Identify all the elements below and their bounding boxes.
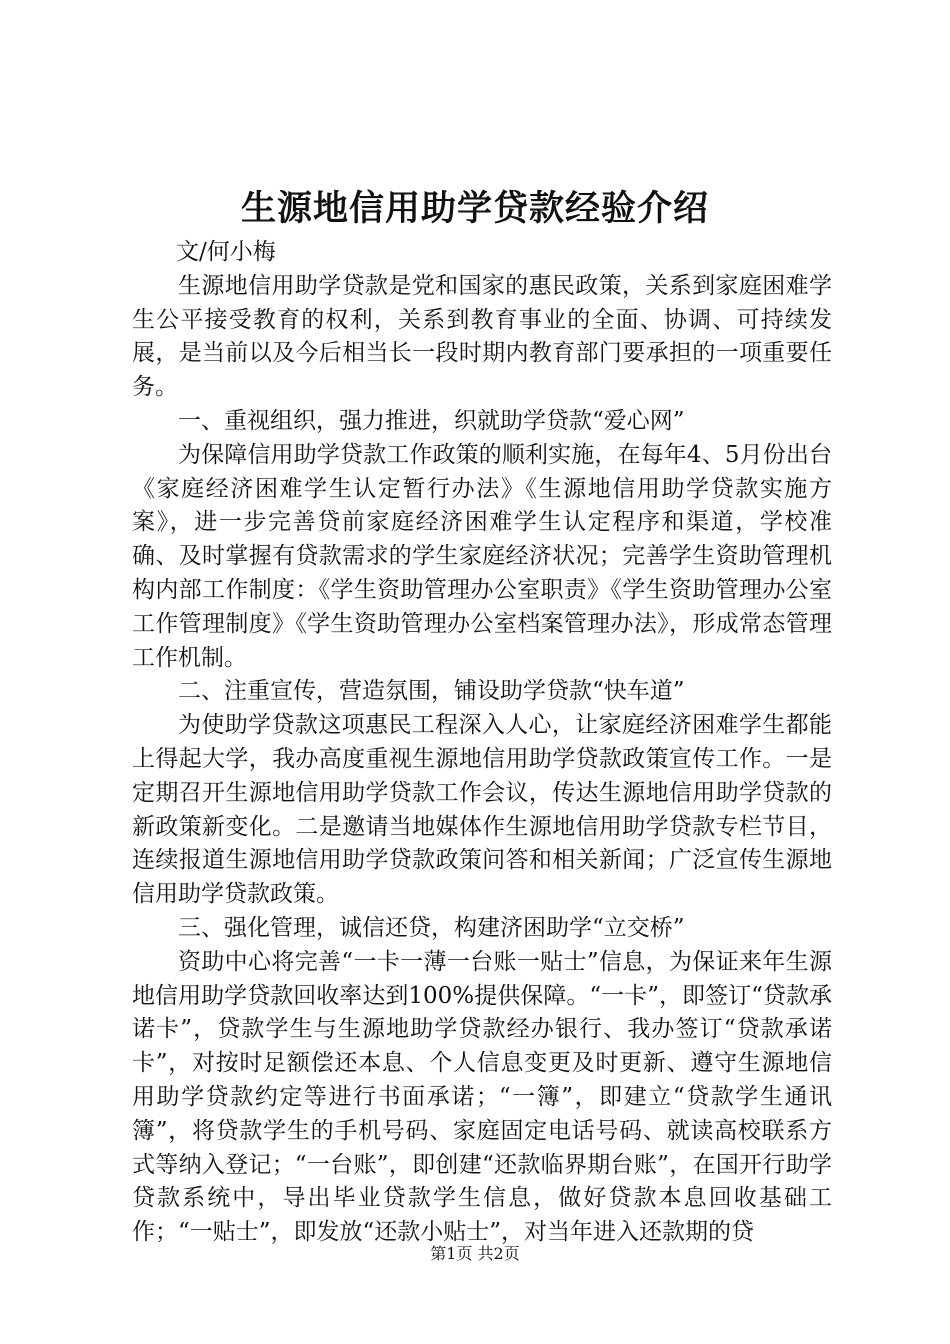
paragraph-intro: 生源地信用助学贷款是党和国家的惠民政策，关系到家庭困难学生公平接受教育的权利，关系到教育事业的全面、协调、可持续发展，是当前以及今后相当长一段时期内教育部门要承担的一项重要任务。: [132, 272, 832, 401]
paragraph-section-2: 为使助学贷款这项惠民工程深入人心，让家庭经济困难学生都能上得起大学，我办高度重视生源地信用助学贷款政策宣传工作。一是定期召开生源地信用助学贷款工作会议，传达生源地信用助学贷款的新政策新变化。二是邀请当地媒体作生源地信用助学贷款专栏节目，连续报道生源地信用助学贷款政策问答和相关新闻；广泛宣传生源地信用助学贷款政策。: [132, 712, 832, 908]
section-heading-2: 二、注重宣传，营造氛围，铺设助学贷款“快车道”: [178, 678, 685, 705]
paragraph-section-1: 为保障信用助学贷款工作政策的顺利实施，在每年4、5月份出台《家庭经济困难学生认定暂行办法》《生源地信用助学贷款实施方案》，进一步完善贷前家庭经济困难学生认定程序和渠道，学校准确、及时掌握有贷款需求的学生家庭经济状况；完善学生资助管理机构内部工作制度：《学生资助管理办公室职责》《学生资助管理办公室工作管理制度》《学生资助管理办公室档案管理办法》，形成常态管理工作机制。: [132, 441, 832, 671]
document-title: 生源地信用助学贷款经验介绍: [240, 188, 709, 229]
section-heading-3: 三、强化管理，诚信还贷，构建济困助学“立交桥”: [178, 914, 685, 941]
page-footer: 第1页 共2页: [430, 1244, 520, 1263]
paragraph-section-3: 资助中心将完善“一卡一薄一台账一贴士”信息，为保证来年生源地信用助学贷款回收率达到100%提供保障。“一卡”，即签订“贷款承诺卡”，贷款学生与生源地助学贷款经办银行、我办签订“贷款承诺卡”，对按时足额偿还本息、个人信息变更及时更新、遵守生源地信用助学贷款约定等进行书面承诺；“一簿”，即建立“贷款学生通讯簿”，将贷款学生的手机号码、家庭固定电话号码、就读高校联系方式等纳入登记；“一台账”，即创建“还款临界期台账”，在国开行助学贷款系统中，导出毕业贷款学生信息，做好贷款本息回收基础工作；“一贴士”，即发放“还款小贴士”，对当年进入还款期的贷: [132, 948, 832, 1246]
section-heading-1: 一、重视组织，强力推进，织就助学贷款“爱心网”: [178, 407, 685, 434]
document-body: [132, 236, 832, 1250]
author-line: 文/何小梅: [176, 239, 276, 265]
